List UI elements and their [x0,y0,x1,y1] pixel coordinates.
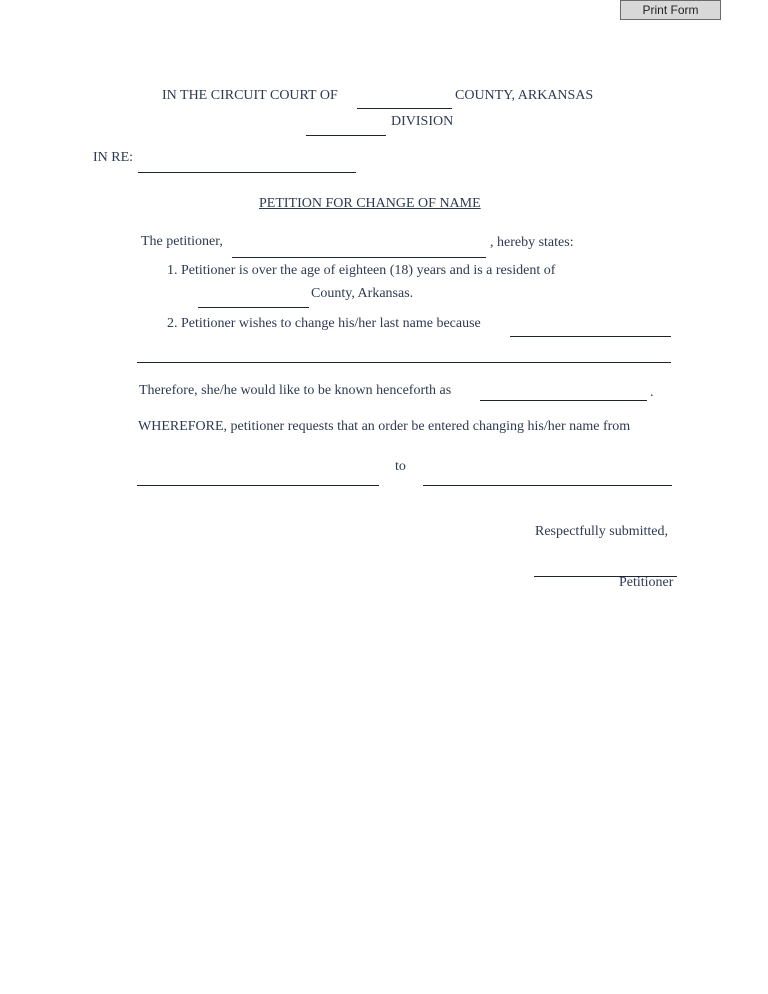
division-field[interactable] [306,119,386,136]
resident-county-field[interactable] [198,291,309,308]
petitioner-name-field[interactable] [232,241,486,258]
petitioner-suffix: , hereby states: [490,235,574,250]
name-to-field[interactable] [423,469,672,486]
item1-text: 1. Petitioner is over the age of eighteen (18) years and is a resident of [167,263,556,278]
new-name-field[interactable] [480,384,647,401]
in-re-field[interactable] [138,156,356,173]
item2-text: 2. Petitioner wishes to change his/her last name because [167,316,481,331]
wherefore-text: WHEREFORE, petitioner requests that an order be entered changing his/her name from [138,419,631,434]
county-name-field[interactable] [357,92,452,109]
to-label: to [395,459,406,474]
petitioner-signature-label: Petitioner [619,575,674,590]
print-form-button[interactable]: Print Form [620,0,721,20]
in-re-label: IN RE: [93,150,134,165]
division-label: DIVISION [391,114,454,129]
petitioner-prefix: The petitioner, [141,234,223,249]
reason-field-line1[interactable] [510,320,671,337]
name-from-field[interactable] [137,469,379,486]
respectfully-submitted: Respectfully submitted, [535,524,668,539]
therefore-text: Therefore, she/he would like to be known henceforth as [139,383,452,398]
item1-county-text: County, Arkansas. [311,286,414,301]
reason-field-line2[interactable] [137,346,671,363]
court-heading-county: COUNTY, ARKANSAS [455,88,594,103]
therefore-period: . [650,385,654,400]
court-heading-prefix: IN THE CIRCUIT COURT OF [162,88,338,103]
document-title: PETITION FOR CHANGE OF NAME [259,196,481,211]
